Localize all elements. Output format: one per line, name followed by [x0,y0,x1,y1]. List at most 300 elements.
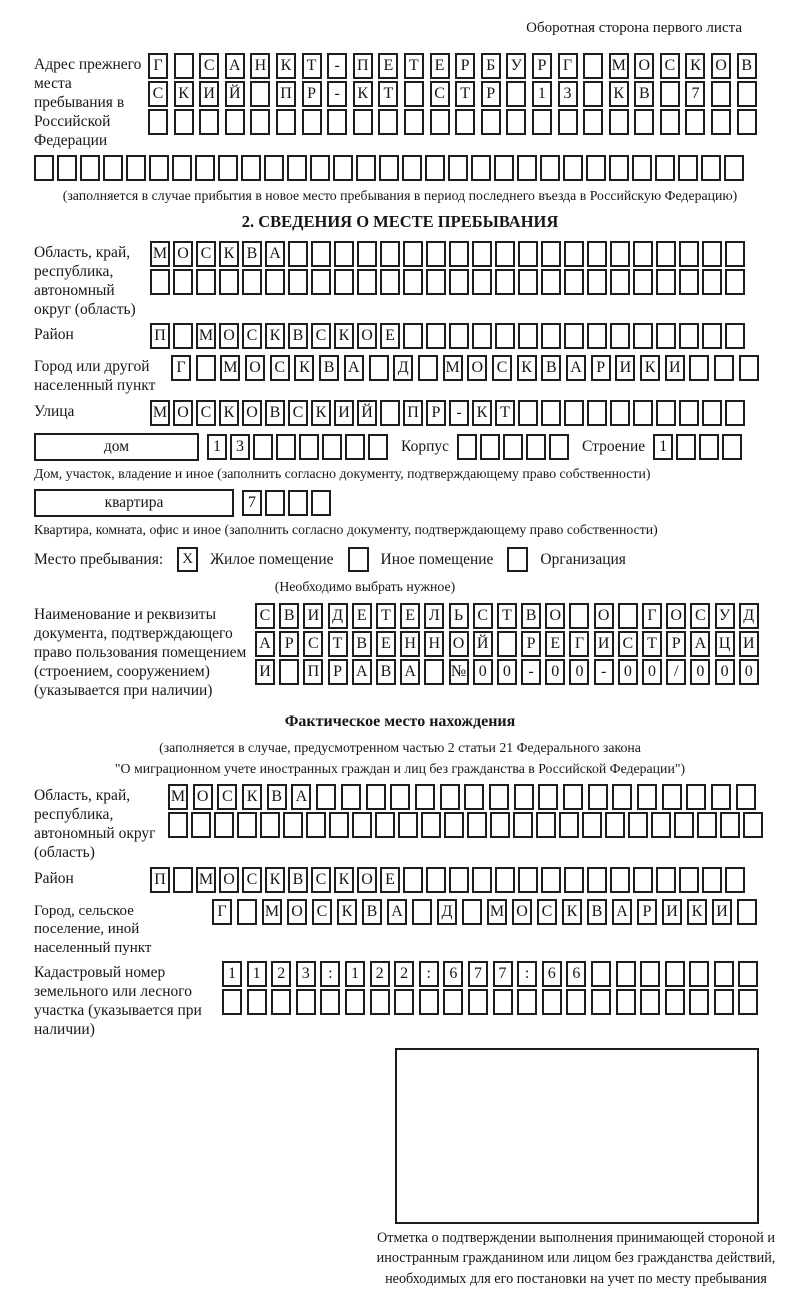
char-cell[interactable] [403,323,423,349]
char-cell[interactable]: И [199,81,219,107]
char-cell[interactable] [699,434,719,460]
char-cell[interactable]: К [609,81,629,107]
char-cell[interactable] [517,155,537,181]
char-cell[interactable]: В [265,400,285,426]
char-cell[interactable]: Т [302,53,322,79]
char-cell[interactable]: Т [455,81,475,107]
char-cell[interactable] [380,241,400,267]
char-cell[interactable] [219,269,239,295]
char-cell[interactable] [149,155,169,181]
checkbox-organization[interactable] [507,547,528,572]
char-cell[interactable] [311,269,331,295]
char-cell[interactable]: К [242,784,262,810]
char-cell[interactable] [587,323,607,349]
char-cell[interactable]: Р [521,631,541,657]
char-cell[interactable] [173,867,193,893]
char-cell[interactable]: С [199,53,219,79]
char-cell[interactable]: - [327,81,347,107]
char-cell[interactable]: Ц [715,631,735,657]
char-cell[interactable] [214,812,234,838]
char-cell[interactable] [369,355,389,381]
char-cell[interactable]: С [312,899,332,925]
char-cell[interactable] [714,355,734,381]
char-cell[interactable] [426,323,446,349]
char-cell[interactable] [633,867,653,893]
char-cell[interactable]: С [288,400,308,426]
char-cell[interactable]: С [148,81,168,107]
char-cell[interactable] [412,899,432,925]
char-cell[interactable] [472,269,492,295]
char-cell[interactable] [563,155,583,181]
char-cell[interactable]: К [219,400,239,426]
char-cell[interactable] [725,400,745,426]
char-cell[interactable] [288,241,308,267]
char-cell[interactable]: С [430,81,450,107]
char-cell[interactable] [311,490,331,516]
char-cell[interactable]: / [666,659,686,685]
char-cell[interactable] [493,989,513,1015]
char-cell[interactable] [610,323,630,349]
char-cell[interactable] [564,400,584,426]
char-cell[interactable]: 1 [345,961,365,987]
char-cell[interactable] [674,812,694,838]
char-cell[interactable] [471,155,491,181]
char-cell[interactable]: Р [279,631,299,657]
char-cell[interactable]: О [711,53,731,79]
char-cell[interactable]: Ь [449,603,469,629]
char-cell[interactable] [582,812,602,838]
char-cell[interactable]: 0 [473,659,493,685]
char-cell[interactable] [702,867,722,893]
char-cell[interactable]: И [594,631,614,657]
char-cell[interactable]: 6 [566,961,586,987]
char-cell[interactable]: С [242,867,262,893]
char-cell[interactable] [225,109,245,135]
char-cell[interactable] [702,241,722,267]
char-cell[interactable]: В [541,355,561,381]
char-cell[interactable]: К [337,899,357,925]
char-cell[interactable] [702,400,722,426]
char-cell[interactable]: 0 [642,659,662,685]
char-cell[interactable] [494,155,514,181]
char-cell[interactable] [424,659,444,685]
char-cell[interactable] [426,867,446,893]
char-cell[interactable] [610,400,630,426]
char-cell[interactable] [191,812,211,838]
char-cell[interactable] [737,81,757,107]
char-cell[interactable]: П [403,400,423,426]
char-cell[interactable] [514,784,534,810]
char-cell[interactable] [306,812,326,838]
char-cell[interactable] [472,241,492,267]
char-cell[interactable]: С [242,323,262,349]
char-cell[interactable]: - [594,659,614,685]
char-cell[interactable] [449,269,469,295]
char-cell[interactable]: Р [426,400,446,426]
char-cell[interactable]: С [255,603,275,629]
char-cell[interactable]: 1 [653,434,673,460]
char-cell[interactable]: 0 [715,659,735,685]
char-cell[interactable] [283,812,303,838]
char-cell[interactable] [418,355,438,381]
char-cell[interactable]: П [150,323,170,349]
char-cell[interactable]: Н [250,53,270,79]
char-cell[interactable] [57,155,77,181]
char-cell[interactable] [655,155,675,181]
char-cell[interactable] [378,109,398,135]
char-cell[interactable]: 6 [542,961,562,987]
char-cell[interactable] [665,961,685,987]
char-cell[interactable]: Й [357,400,377,426]
char-cell[interactable] [518,323,538,349]
char-cell[interactable] [276,434,296,460]
char-cell[interactable] [586,155,606,181]
char-cell[interactable] [526,434,546,460]
char-cell[interactable]: С [303,631,323,657]
char-cell[interactable] [357,241,377,267]
char-cell[interactable]: К [517,355,537,381]
char-cell[interactable] [489,784,509,810]
char-cell[interactable] [457,434,477,460]
char-cell[interactable] [588,784,608,810]
checkbox-residential-premises[interactable]: X [177,547,198,572]
char-cell[interactable] [468,989,488,1015]
char-cell[interactable] [702,269,722,295]
char-cell[interactable] [279,659,299,685]
char-cell[interactable]: И [615,355,635,381]
char-cell[interactable] [322,434,342,460]
char-cell[interactable] [356,155,376,181]
char-cell[interactable] [591,989,611,1015]
char-cell[interactable] [150,269,170,295]
char-cell[interactable]: И [334,400,354,426]
char-cell[interactable] [609,155,629,181]
char-cell[interactable]: У [506,53,526,79]
char-cell[interactable]: К [174,81,194,107]
char-cell[interactable] [701,155,721,181]
char-cell[interactable] [352,812,372,838]
char-cell[interactable] [506,109,526,135]
char-cell[interactable] [449,241,469,267]
char-cell[interactable]: 0 [497,659,517,685]
char-cell[interactable] [736,784,756,810]
char-cell[interactable] [518,400,538,426]
char-cell[interactable]: 7 [685,81,705,107]
char-cell[interactable] [634,109,654,135]
char-cell[interactable]: Г [642,603,662,629]
char-cell[interactable]: Д [739,603,759,629]
char-cell[interactable] [566,989,586,1015]
char-cell[interactable] [679,323,699,349]
char-cell[interactable] [455,109,475,135]
char-cell[interactable]: 2 [370,961,390,987]
char-cell[interactable]: А [612,899,632,925]
char-cell[interactable] [310,155,330,181]
char-cell[interactable]: О [245,355,265,381]
char-cell[interactable]: 7 [468,961,488,987]
char-cell[interactable]: С [473,603,493,629]
char-cell[interactable] [264,155,284,181]
char-cell[interactable] [296,989,316,1015]
char-cell[interactable]: М [262,899,282,925]
char-cell[interactable]: К [472,400,492,426]
char-cell[interactable] [711,81,731,107]
char-cell[interactable] [605,812,625,838]
char-cell[interactable] [402,155,422,181]
char-cell[interactable] [679,867,699,893]
char-cell[interactable] [495,867,515,893]
char-cell[interactable]: К [311,400,331,426]
char-cell[interactable] [518,241,538,267]
char-cell[interactable]: К [353,81,373,107]
char-cell[interactable]: К [265,323,285,349]
char-cell[interactable]: 6 [443,961,463,987]
char-cell[interactable]: - [327,53,347,79]
char-cell[interactable] [247,989,267,1015]
char-cell[interactable]: О [545,603,565,629]
checkbox-other-premises[interactable] [348,547,369,572]
char-cell[interactable] [490,812,510,838]
char-cell[interactable]: М [443,355,463,381]
char-cell[interactable] [506,81,526,107]
char-cell[interactable] [419,989,439,1015]
char-cell[interactable] [426,241,446,267]
char-cell[interactable]: В [521,603,541,629]
char-cell[interactable] [676,434,696,460]
char-cell[interactable]: 2 [394,961,414,987]
char-cell[interactable]: Й [225,81,245,107]
char-cell[interactable]: О [287,899,307,925]
char-cell[interactable]: Т [642,631,662,657]
char-cell[interactable]: О [467,355,487,381]
char-cell[interactable]: С [660,53,680,79]
char-cell[interactable] [651,812,671,838]
char-cell[interactable] [430,109,450,135]
char-cell[interactable] [299,434,319,460]
char-cell[interactable] [518,269,538,295]
char-cell[interactable] [403,867,423,893]
char-cell[interactable]: М [150,241,170,267]
char-cell[interactable] [196,269,216,295]
char-cell[interactable] [725,241,745,267]
char-cell[interactable]: С [690,603,710,629]
char-cell[interactable]: Г [148,53,168,79]
char-cell[interactable] [265,269,285,295]
char-cell[interactable]: Т [376,603,396,629]
char-cell[interactable]: О [173,400,193,426]
char-cell[interactable] [126,155,146,181]
char-cell[interactable] [610,241,630,267]
char-cell[interactable]: Р [455,53,475,79]
char-cell[interactable]: К [334,323,354,349]
char-cell[interactable] [633,400,653,426]
char-cell[interactable]: И [712,899,732,925]
char-cell[interactable] [265,490,285,516]
char-cell[interactable] [320,989,340,1015]
char-cell[interactable]: Е [545,631,565,657]
char-cell[interactable] [628,812,648,838]
char-cell[interactable]: М [220,355,240,381]
char-cell[interactable]: А [291,784,311,810]
char-cell[interactable] [540,155,560,181]
char-cell[interactable] [237,899,257,925]
char-cell[interactable] [148,109,168,135]
char-cell[interactable] [199,109,219,135]
char-cell[interactable] [444,812,464,838]
char-cell[interactable] [250,81,270,107]
char-cell[interactable] [375,812,395,838]
char-cell[interactable] [665,989,685,1015]
char-cell[interactable] [679,269,699,295]
char-cell[interactable]: Й [473,631,493,657]
char-cell[interactable] [632,155,652,181]
char-cell[interactable]: С [618,631,638,657]
char-cell[interactable]: Л [424,603,444,629]
char-cell[interactable]: М [487,899,507,925]
char-cell[interactable]: К [219,241,239,267]
char-cell[interactable] [425,155,445,181]
char-cell[interactable] [633,323,653,349]
char-cell[interactable]: И [662,899,682,925]
char-cell[interactable] [610,269,630,295]
char-cell[interactable] [637,784,657,810]
char-cell[interactable]: Р [328,659,348,685]
char-cell[interactable]: К [640,355,660,381]
char-cell[interactable]: С [196,400,216,426]
char-cell[interactable]: : [320,961,340,987]
char-cell[interactable] [685,109,705,135]
char-cell[interactable] [404,109,424,135]
char-cell[interactable]: А [690,631,710,657]
char-cell[interactable] [720,812,740,838]
char-cell[interactable] [738,961,758,987]
char-cell[interactable] [564,241,584,267]
char-cell[interactable] [678,155,698,181]
char-cell[interactable]: М [168,784,188,810]
char-cell[interactable] [403,269,423,295]
char-cell[interactable]: К [276,53,296,79]
char-cell[interactable] [517,989,537,1015]
char-cell[interactable] [660,81,680,107]
char-cell[interactable]: А [400,659,420,685]
char-cell[interactable]: Д [393,355,413,381]
char-cell[interactable] [173,269,193,295]
char-cell[interactable] [316,784,336,810]
char-cell[interactable] [398,812,418,838]
char-cell[interactable]: Т [378,81,398,107]
char-cell[interactable]: В [362,899,382,925]
char-cell[interactable] [714,989,734,1015]
char-cell[interactable]: О [634,53,654,79]
char-cell[interactable]: К [334,867,354,893]
char-cell[interactable]: Е [352,603,372,629]
char-cell[interactable]: К [562,899,582,925]
char-cell[interactable] [196,355,216,381]
char-cell[interactable] [495,323,515,349]
char-cell[interactable]: 0 [618,659,638,685]
char-cell[interactable]: Д [437,899,457,925]
char-cell[interactable]: И [665,355,685,381]
char-cell[interactable] [513,812,533,838]
char-cell[interactable]: В [319,355,339,381]
char-cell[interactable]: 1 [532,81,552,107]
char-cell[interactable]: Е [400,603,420,629]
char-cell[interactable]: Е [378,53,398,79]
char-cell[interactable]: В [279,603,299,629]
char-cell[interactable] [380,400,400,426]
char-cell[interactable] [536,812,556,838]
char-cell[interactable] [495,241,515,267]
char-cell[interactable] [583,81,603,107]
char-cell[interactable] [172,155,192,181]
char-cell[interactable] [725,269,745,295]
char-cell[interactable]: Р [666,631,686,657]
char-cell[interactable] [34,155,54,181]
char-cell[interactable]: К [687,899,707,925]
char-cell[interactable]: 3 [296,961,316,987]
char-cell[interactable] [403,241,423,267]
char-cell[interactable] [334,269,354,295]
char-cell[interactable] [714,961,734,987]
char-cell[interactable] [679,400,699,426]
char-cell[interactable] [640,989,660,1015]
char-cell[interactable] [253,434,273,460]
char-cell[interactable] [616,989,636,1015]
char-cell[interactable]: 3 [230,434,250,460]
char-cell[interactable]: О [219,867,239,893]
char-cell[interactable] [739,355,759,381]
char-cell[interactable] [722,434,742,460]
char-cell[interactable] [656,400,676,426]
char-cell[interactable] [711,784,731,810]
char-cell[interactable]: В [288,323,308,349]
char-cell[interactable]: В [376,659,396,685]
char-cell[interactable] [679,241,699,267]
char-cell[interactable] [541,241,561,267]
char-cell[interactable]: 1 [222,961,242,987]
char-cell[interactable] [464,784,484,810]
char-cell[interactable] [394,989,414,1015]
char-cell[interactable] [541,400,561,426]
char-cell[interactable] [711,109,731,135]
char-cell[interactable] [80,155,100,181]
char-cell[interactable]: С [217,784,237,810]
char-cell[interactable] [503,434,523,460]
char-cell[interactable]: К [294,355,314,381]
char-cell[interactable] [532,109,552,135]
char-cell[interactable]: Т [404,53,424,79]
char-cell[interactable]: Р [481,81,501,107]
char-cell[interactable] [618,603,638,629]
char-cell[interactable] [481,109,501,135]
char-cell[interactable]: О [173,241,193,267]
char-cell[interactable]: 1 [247,961,267,987]
char-cell[interactable] [333,155,353,181]
char-cell[interactable] [390,784,410,810]
char-cell[interactable] [737,899,757,925]
char-cell[interactable]: Р [637,899,657,925]
char-cell[interactable] [541,269,561,295]
char-cell[interactable]: П [150,867,170,893]
char-cell[interactable]: Р [591,355,611,381]
char-cell[interactable]: И [303,603,323,629]
char-cell[interactable] [633,269,653,295]
char-cell[interactable] [656,867,676,893]
char-cell[interactable]: : [517,961,537,987]
char-cell[interactable]: Б [481,53,501,79]
char-cell[interactable] [379,155,399,181]
char-cell[interactable] [448,155,468,181]
